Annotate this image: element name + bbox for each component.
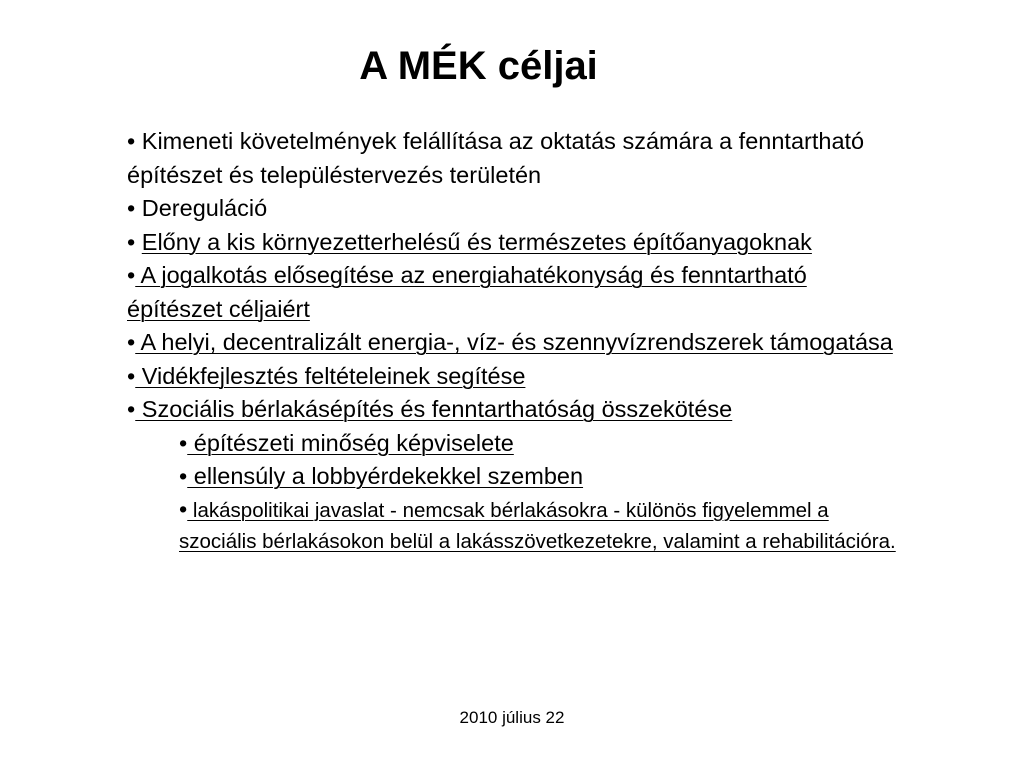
bullet-marker: • bbox=[127, 262, 136, 288]
list-item-text: A jogalkotás elősegítése az energiahatékonyság és fenntartható építészet céljaiért bbox=[127, 262, 807, 322]
sub-list-item-text: építészeti minőség képviselete bbox=[187, 429, 514, 456]
list-item bbox=[127, 125, 907, 192]
sub-list-item bbox=[127, 494, 907, 557]
sub-list-item-text: ellensúly a lobbyérdekekkel szemben bbox=[187, 463, 584, 489]
list-item bbox=[127, 192, 907, 226]
list-item-text: Szociális bérlakásépítés és fenntarthatóság összekötése bbox=[135, 396, 733, 422]
list-item-text: Előny a kis környezetterhelésű és természetes építőanyagoknak bbox=[141, 228, 812, 255]
slide-footer-date: 2010 július 22 bbox=[459, 708, 565, 727]
sub-list-item-text: lakáspolitikai javaslat - nemcsak bérlakásokra - különös figyelemmel a szociális bérlakásokon belül a lakásszövetkezetekre, valamint a rehabilitációra. bbox=[179, 498, 896, 553]
list-item-text: Vidékfejlesztés feltételeinek segítése bbox=[135, 362, 526, 389]
list-item bbox=[127, 393, 907, 427]
bullet-marker: • bbox=[127, 396, 136, 422]
bullet-marker: • bbox=[127, 329, 136, 355]
list-item-text: Dereguláció bbox=[135, 195, 268, 221]
list-item bbox=[127, 259, 907, 326]
bullet-list bbox=[127, 125, 907, 557]
list-item-text: Kimeneti követelmények felállítása az oktatás számára a fenntartható építészet és településtervezés területén bbox=[127, 128, 865, 188]
list-item-text: A helyi, decentralizált energia-, víz- és szennyvízrendszerek támogatása bbox=[135, 329, 893, 355]
bullet-marker: • bbox=[127, 228, 136, 255]
sub-list-item bbox=[127, 427, 907, 461]
list-item bbox=[127, 226, 907, 260]
bullet-marker: • bbox=[127, 195, 136, 221]
bullet-marker: • bbox=[179, 495, 188, 522]
slide-title: A MÉK céljai bbox=[359, 44, 598, 88]
sub-list-item bbox=[127, 460, 907, 494]
list-item bbox=[127, 360, 907, 394]
bullet-marker: • bbox=[127, 128, 136, 154]
bullet-marker: • bbox=[179, 429, 188, 456]
bullet-marker: • bbox=[127, 362, 136, 389]
list-item bbox=[127, 326, 907, 360]
bullet-marker: • bbox=[179, 463, 188, 489]
